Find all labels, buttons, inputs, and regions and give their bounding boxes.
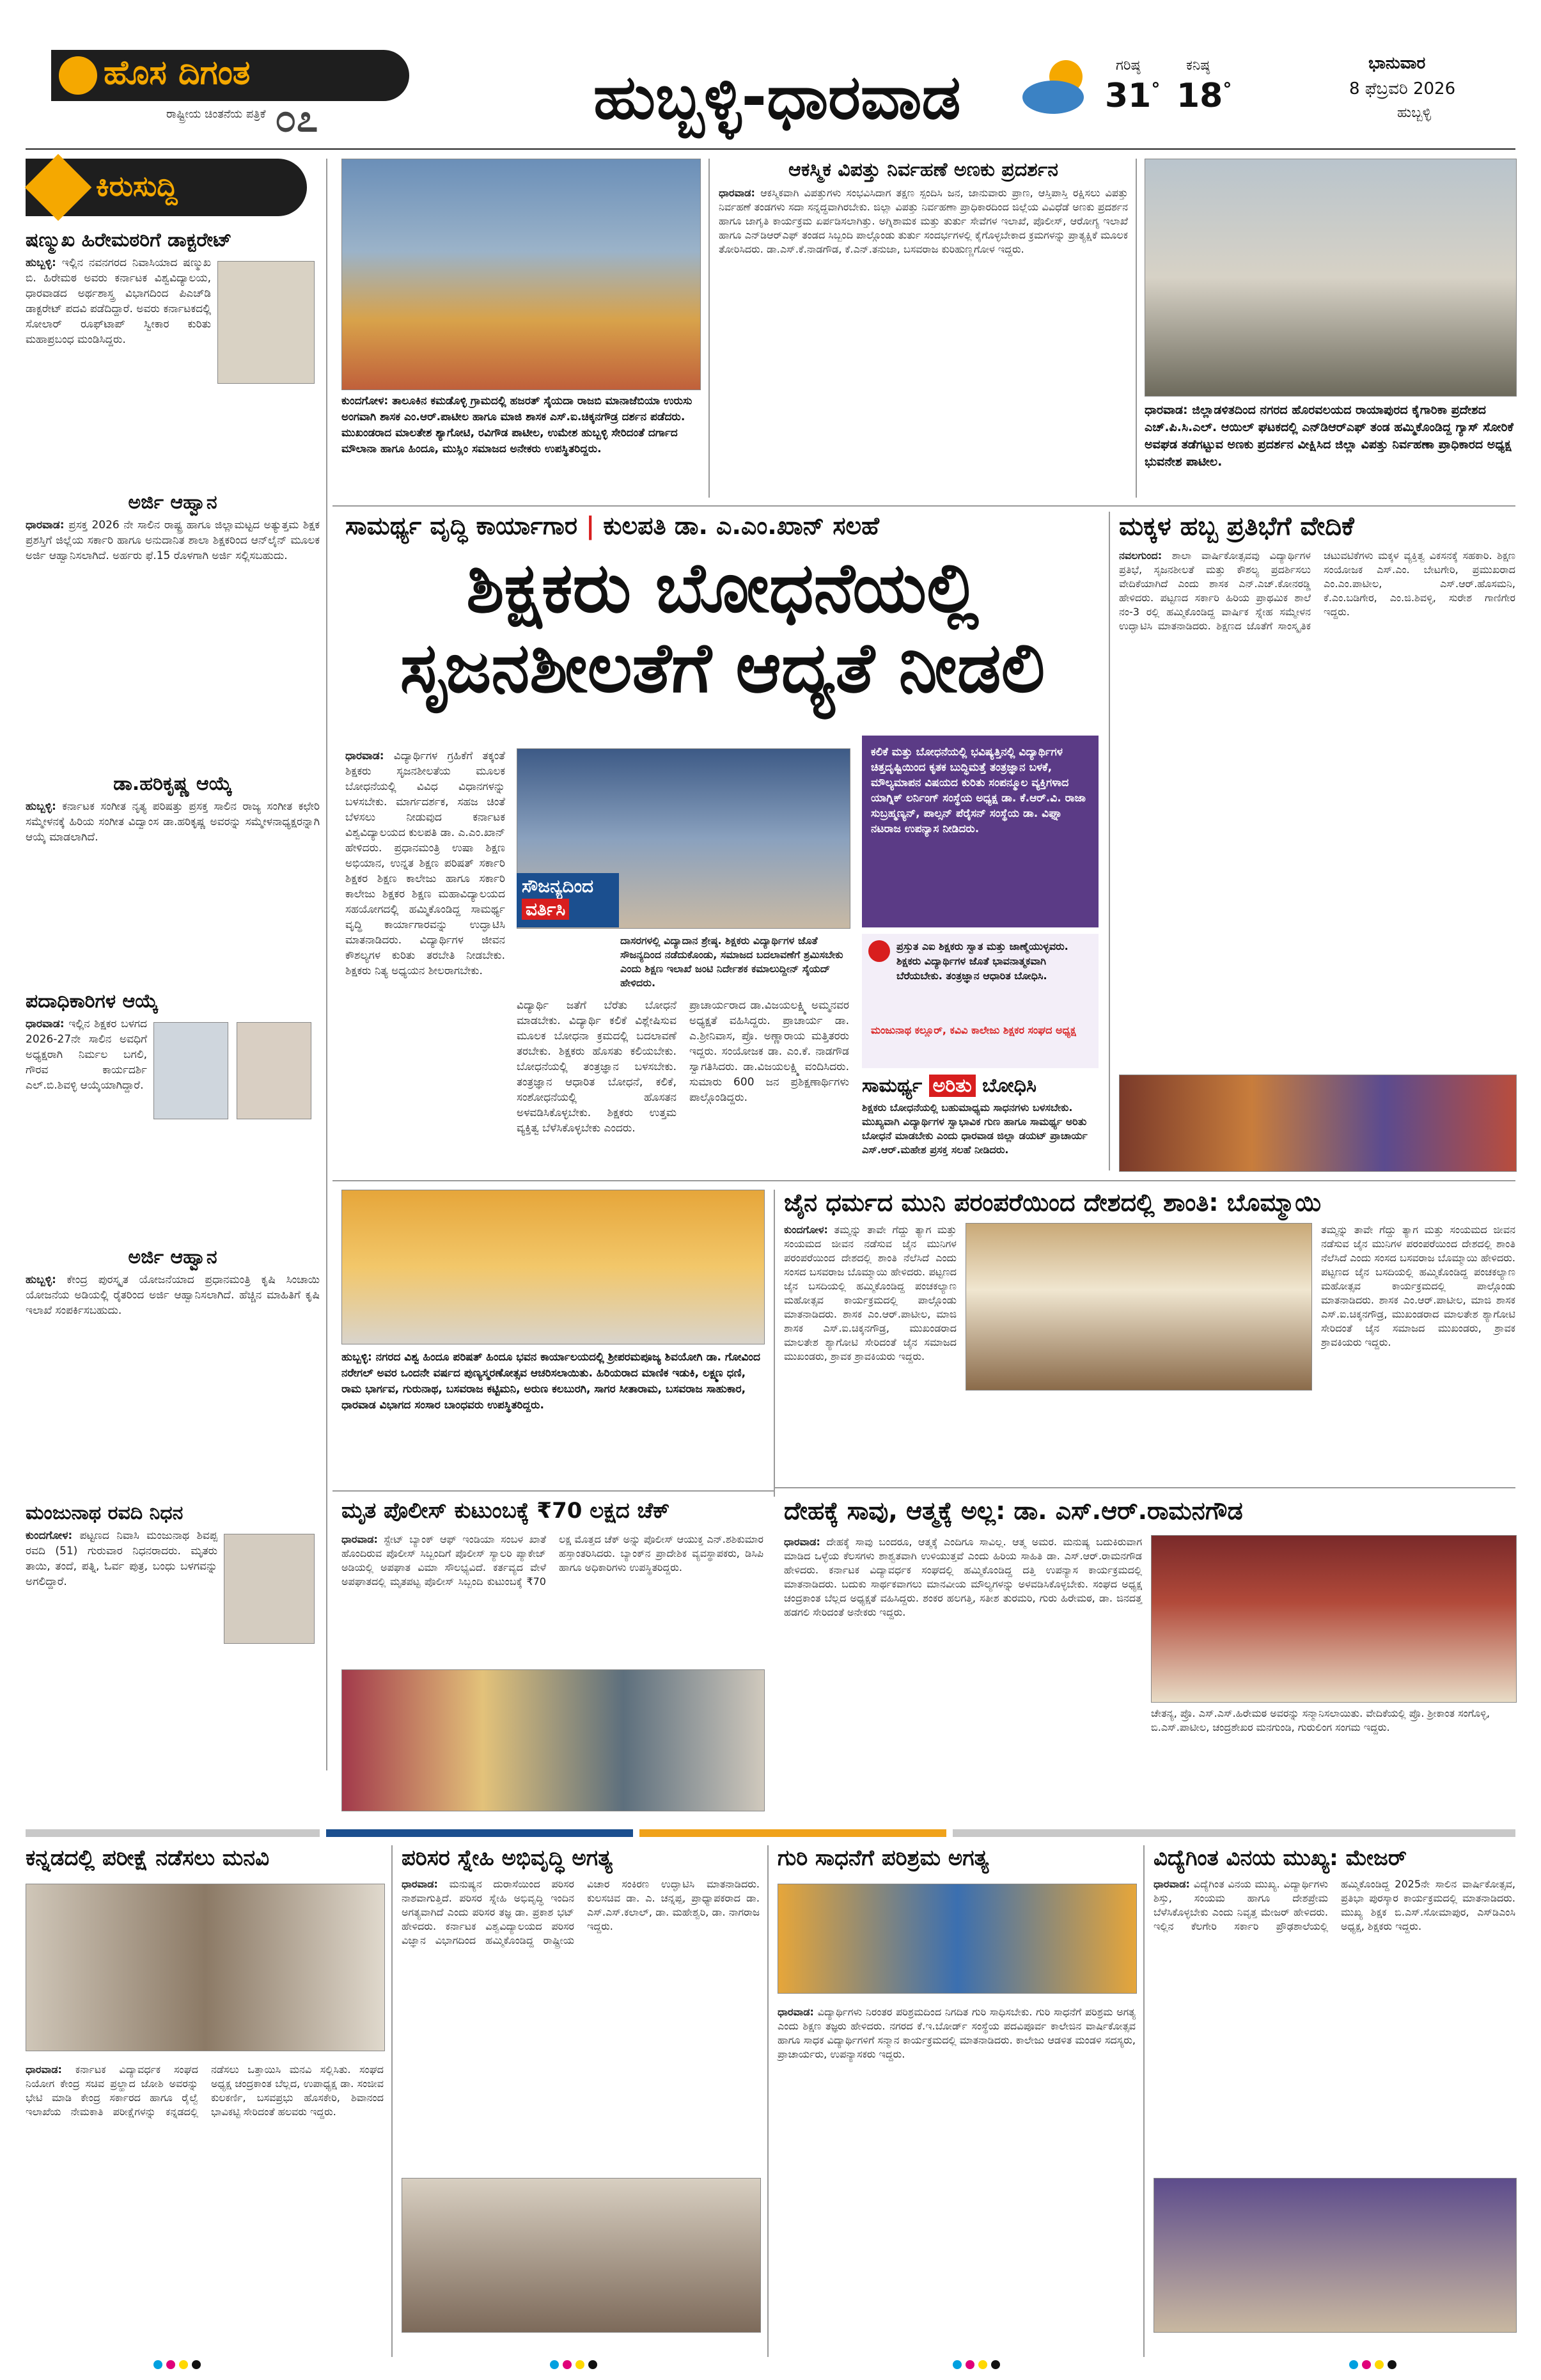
police-body: [341, 1533, 763, 1660]
bottom-body: [402, 1877, 760, 1948]
bottom-body: [778, 2005, 1136, 2061]
jain-headline: ಜೈನ ಧರ್ಮದ ಮುನಿ ಪರಂಪರೆಯಿಂದ ದೇಶದಲ್ಲಿ ಶಾಂತಿ: ಬೊಮ್ಮಾಯಿ: [784, 1188, 1322, 1217]
logo-tagline: ರಾಷ್ಟ್ರೀಯ ಚಿಂತನೆಯ ಪತ್ರಿಕೆ: [166, 107, 266, 121]
dateline: ಹುಬ್ಬಳ್ಳಿ:: [26, 256, 56, 269]
dateline: ಹುಬ್ಬಳ್ಳಿ:: [26, 1273, 56, 1286]
dateline: ಧಾರವಾಡ:: [1154, 1878, 1190, 1890]
min-label: ಕನಿಷ್ಠ: [1186, 58, 1210, 74]
item-text: [26, 517, 320, 563]
bottom-text: ಕರ್ನಾಟಕ ವಿದ್ಯಾವರ್ಧಕ ಸಂಘದ ನಿಯೋಗ ಕೇಂದ್ರ ಸಚಿವ ಪ್ರಲ್ಹಾದ ಜೋಶಿ ಅವರನ್ನು ಭೇಟಿ ಮಾಡಿ ಕೇಂದ್ರ ಸರ್ಕಾರದ ಹಾಗೂ ರೈಲ್ವೆ ಇಲಾಖೆಯ ನೇಮಕಾತಿ ಪರೀಕ್ಷೆಗಳನ್ನು ಕನ್ನಡದಲ್ಲಿ ನಡೆಸಲು ಒತ್ತಾಯಿಸಿ ಮನವಿ ಸಲ್ಲಿಸಿತು. ಸಂಘದ ಅಧ್ಯಕ್ಷ ಚಂದ್ರಕಾಂತ ಬೆಲ್ಲದ, ಉಪಾಧ್ಯಕ್ಷ ಡಾ. ಸಂಜೀವ ಕುಲಕರ್ಣಿ, ಬಸವಪ್ರಭು ಹೊಸಕೇರಿ, ಶಿವಾನಂದ ಭಾವಿಕಟ್ಟಿ ಸೇರಿದಂತೆ ಹಲವರು ಇದ್ದರು.: [26, 2063, 384, 2118]
bottom-photo: [26, 1884, 385, 2051]
masthead: [0, 0, 1541, 154]
dateline: ಧಾರವಾಡ:: [345, 750, 384, 762]
lead-sidebar-box: [862, 736, 1099, 927]
lead-headline-1: ಶಿಕ್ಷಕರು ಬೋಧನೆಯಲ್ಲಿ: [466, 548, 979, 628]
box-title-c: ಬೋಧಿಸಿ: [982, 1075, 1036, 1097]
vhp-photo: [341, 1190, 765, 1344]
page-number: ೦೭: [275, 96, 318, 141]
dateline: ಧಾರವಾಡ:: [402, 1878, 438, 1890]
item-text: [26, 255, 211, 347]
dateline: ಧಾರವಾಡ:: [719, 187, 755, 199]
weather-icon: [1013, 50, 1103, 120]
jain-body-2: ತಮ್ಮನ್ನು ತಾವೇ ಗೆದ್ದು ತ್ಯಾಗ ಮತ್ತು ಸಂಯಮದ ಜೀವನ ನಡೆಸುವ ಜೈನ ಮುನಿಗಳ ಪರಂಪರೆಯಿಂದ ದೇಶದಲ್ಲಿ ಶಾಂತಿ ನೆಲೆಸಿದೆ ಎಂದು ಸಂಸದ ಬಸವರಾಜ ಬೊಮ್ಮಾಯಿ ಹೇಳಿದರು. ಪಟ್ಟಣದ ಜೈನ ಬಸದಿಯಲ್ಲಿ ಹಮ್ಮಿಕೊಂಡಿದ್ದ ಪಂಚಕಲ್ಯಾಣ ಮಹೋತ್ಸವ ಕಾರ್ಯಕ್ರಮದಲ್ಲಿ ಪಾಲ್ಗೊಂಡು ಮಾತನಾಡಿದರು. ಶಾಸಕ ಎಂ.ಆರ್.ಪಾಟೀಲ, ಮಾಜಿ ಶಾಸಕ ಎಸ್.ಐ.ಚಿಕ್ಕನಗೌಡ್ರ, ಮುಖಂಡರಾದ ಮಾಲತೇಶ ಶ್ಯಾಗೋಟಿ ಸೇರಿದಂತೆ ಜೈನ ಸಮಾಜದ ಮುಖಂಡರು, ಶ್ರಾವಕ ಶ್ರಾವಕಿಯರು ಇದ್ದರು.: [1321, 1224, 1515, 1348]
item-title: ಅರ್ಜಿ ಆಹ್ವಾನ: [128, 1246, 217, 1268]
body-text: ದೇಹಕ್ಕೆ ಸಾವು ಬಂದರೂ, ಆತ್ಮಕ್ಕೆ ಎಂದಿಗೂ ಸಾವಿಲ್ಲ. ಆತ್ಮ ಅಮರ. ಮನುಷ್ಯ ಬದುಕಿರುವಾಗ ಮಾಡಿದ ಒಳ್ಳೆಯ ಕೆಲಸಗಳು ಶಾಶ್ವತವಾಗಿ ಉಳಿಯುತ್ತವೆ ಎಂದು ಹಿರಿಯ ಸಾಹಿತಿ ಡಾ. ಎಸ್.ಆರ್.ರಾಮನಗೌಡ ಹೇಳಿದರು. ಕರ್ನಾಟಕ ವಿದ್ಯಾವರ್ಧಕ ಸಂಘದಲ್ಲಿ ಹಮ್ಮಿಕೊಂಡಿದ್ದ ದತ್ತಿ ಉಪನ್ಯಾಸ ಕಾರ್ಯಕ್ರಮದಲ್ಲಿ ಮಾತನಾಡಿದರು. ಬದುಕು ಸಾರ್ಥಕವಾಗಲು ಮಾನವೀಯ ಮೌಲ್ಯಗಳನ್ನು ಅಳವಡಿಸಿಕೊಳ್ಳಬೇಕು. ಸಂಘದ ಅಧ್ಯಕ್ಷ ಚಂದ್ರಕಾಂತ ಬೆಲ್ಲದ ಅಧ್ಯಕ್ಷತೆ ವಹಿಸಿದ್ದರು. ಶಂಕರ ಹಲಗತ್ತಿ, ಸತೀಶ ತುರಮರಿ, ಗುರು ಹಿರೇಮಠ, ಡಾ. ಜಿನದತ್ತ ಹಡಗಲಿ ಸೇರಿದಂತೆ ಅನೇಕರು ಇದ್ದರು.: [784, 1536, 1142, 1618]
column-rule: [326, 159, 327, 1770]
bottom-photo: [402, 2178, 761, 2333]
photo-label-b: ದಿಂದ: [562, 876, 594, 897]
kirusuddi-item: [26, 1502, 320, 1589]
max-temp-value: 31: [1105, 77, 1152, 115]
bottom-photo: [778, 1884, 1137, 1994]
bottom-body: [1154, 1877, 1515, 1934]
lead-bottom-box: [862, 1075, 1099, 1157]
children-text: ಶಾಲಾ ವಾರ್ಷಿಕೋತ್ಸವವು ವಿದ್ಯಾರ್ಥಿಗಳ ಪ್ರತಿಭೆ, ಸೃಜನಶೀಲತೆ ಮತ್ತು ಕೌಶಲ್ಯ ಪ್ರದರ್ಶಿಸಲು ವೇದಿಕೆಯಾಗಿದೆ ಎಂದು ಶಾಸಕ ಎನ್.ಎಚ್.ಕೋನರಡ್ಡಿ ಹೇಳಿದರು. ಪಟ್ಟಣದ ಸರ್ಕಾರಿ ಹಿರಿಯ ಪ್ರಾಥಮಿಕ ಶಾಲೆ ನಂ-3 ರಲ್ಲಿ ಹಮ್ಮಿಕೊಂಡಿದ್ದ ವಾರ್ಷಿಕ ಸ್ನೇಹ ಸಮ್ಮೇಳನ ಉದ್ಘಾಟಿಸಿ ಮಾತನಾಡಿದರು. ಶಿಕ್ಷಣದ ಜೊತೆಗೆ ಸಾಂಸ್ಕೃತಿಕ ಚಟುವಟಿಕೆಗಳು ಮಕ್ಕಳ ವ್ಯಕ್ತಿತ್ವ ವಿಕಸನಕ್ಕೆ ಸಹಕಾರಿ. ಶಿಕ್ಷಣ ಸಂಯೋಜಕ ಎಸ್.ಎಂ. ಬೇಟಗೇರಿ, ಪ್ರಮುಖರಾದ ಎಂ.ಎಂ.ಪಾಟೀಲ, ಎಸ್.ಆರ್.ಹೊಸಮನಿ, ಕೆ.ಎಂ.ಬಡಿಗೇರ, ಎಂ.ಜಿ.ಶಿವಳ್ಳಿ, ಸುರೇಶ ಗಾಣಿಗೇರ ಇದ್ದರು.: [1119, 549, 1515, 632]
kicker-separator: |: [586, 512, 595, 540]
lead-headline-2: ಸೃಜನಶೀಲತೆಗೆ ಆದ್ಯತೆ ನೀಡಲಿ: [400, 628, 1045, 708]
dargah-caption: ಕುಂದಗೋಳ: ತಾಲೂಕಿನ ಕಮಡೊಳ್ಳಿ ಗ್ರಾಮದಲ್ಲಿ ಹಜರತ್ ಸೈಯದಾ ರಾಜಬಿ ಮಾನಾಜೆಬಿಯಾ ಉರುಸು ಅಂಗವಾಗಿ ಶಾಸಕ ಎಂ.ಆರ್.ಪಾಟೀಲ ಹಾಗೂ ಮಾಜಿ ಶಾಸಕ ಎಸ್.ಐ.ಚಿಕ್ಕನಗೌಡ್ರ ದರ್ಶನ ಪಡೆದರು. ಮುಖಂಡರಾದ ಮಾಲತೇಶ ಶ್ಯಾಗೋಟಿ, ರವಿಗೌಡ ಪಾಟೀಲ, ಉಮೇಶ ಹುಬ್ಬಳ್ಳಿ ಸೇರಿದಂತೆ ದರ್ಗಾದ ಮೌಲಾನಾ ಹಾಗೂ ಹಿಂದೂ, ಮುಸ್ಲಿಂ ಸಮಾಜದ ಅನೇಕರು ಉಪಸ್ಥಿತರಿದ್ದರು.: [341, 395, 692, 455]
bottom-headline: ಪರಿಸರ ಸ್ನೇಹಿ ಅಭಿವೃದ್ಧಿ ಅಗತ್ಯ: [402, 1845, 613, 1871]
bottom-story-4: [1154, 1845, 1515, 1934]
body-caption: ಚೇತನ್ಯ, ಪ್ರೊ. ಎಸ್.ಎಸ್.ಹಿರೇಮಠ ಅವರನ್ನು ಸನ್ಮಾನಿಸಲಾಯಿತು. ವೇದಿಕೆಯಲ್ಲಿ ಪ್ರೊ. ಶ್ರೀಕಾಂತ ಸಂಗೊಳ್ಳಿ, ಬಿ.ಎಸ್.ಪಾಟೀಲ, ಚಂದ್ರಶೇಖರ ಮನಗುಂಡಿ, ಗುರುಲಿಂಗ ಸಂಗಮ ಇದ್ದರು.: [1151, 1707, 1490, 1733]
column-rule: [391, 1845, 393, 2357]
jain-photo: [966, 1223, 1312, 1391]
lead-col-1: [345, 748, 505, 979]
dargah-photo: [341, 159, 701, 390]
dateline: ಧಾರವಾಡ:: [26, 2063, 62, 2076]
lead-photo-caption: ದಾಸರಗಳಲ್ಲಿ ವಿದ್ಯಾದಾನ ಶ್ರೇಷ್ಠ. ಶಿಕ್ಷಕರು ವಿದ್ಯಾರ್ಥಿಗಳ ಜೊತೆ ಸೌಜನ್ಯದಿಂದ ನಡೆದುಕೊಂಡು, ಸಮಾಜದ ಬದಲಾವಣೆಗೆ ಶ್ರಮಿಸಬೇಕು ಎಂದು ಶಿಕ್ಷಣ ಇಲಾಖೆ ಜಂಟಿ ನಿರ್ದೇಶಕ ಕಮಾಲುದ್ದೀನ್ ಸೈಯದ್ ಹೇಳಿದರು.: [620, 934, 843, 989]
bottom-text: ಮನುಷ್ಯನ ದುರಾಸೆಯಿಂದ ಪರಿಸರ ನಾಶವಾಗುತ್ತಿದೆ. ಪರಿಸರ ಸ್ನೇಹಿ ಅಭಿವೃದ್ಧಿ ಇಂದಿನ ಅಗತ್ಯವಾಗಿದೆ ಎಂದು ಪರಿಸರ ತಜ್ಞ ಡಾ. ಪ್ರಕಾಶ ಭಟ್ ಹೇಳಿದರು. ಕರ್ನಾಟಕ ವಿಶ್ವವಿದ್ಯಾಲಯದ ಪರಿಸರ ವಿಜ್ಞಾನ ವಿಭಾಗದಿಂದ ಹಮ್ಮಿಕೊಂಡಿದ್ದ ರಾಷ್ಟ್ರೀಯ ವಿಚಾರ ಸಂಕಿರಣ ಉದ್ಘಾಟಿಸಿ ಮಾತನಾಡಿದರು. ಕುಲಸಚಿವ ಡಾ. ಎ. ಚನ್ನಪ್ಪ, ಪ್ರಾಧ್ಯಾಪಕರಾದ ಡಾ. ಎಸ್.ಎಸ್.ಕಲಾಲ್, ಡಾ. ಮಹೇಶ್ವರಿ, ಡಾ. ನಾಗರಾಜ ಇದ್ದರು.: [402, 1878, 760, 1946]
children-story: [1119, 512, 1515, 1073]
item-body: ಕೇಂದ್ರ ಪುರಸ್ಕೃತ ಯೋಜನೆಯಾದ ಪ್ರಧಾನಮಂತ್ರಿ ಕೃಷಿ ಸಿಂಚಾಯಿ ಯೋಜನೆಯ ಅಡಿಯಲ್ಲಿ ರೈತರಿಂದ ಅರ್ಜಿ ಆಹ್ವಾನಿಸಲಾಗಿದೆ. ಹೆಚ್ಚಿನ ಮಾಹಿತಿಗೆ ಕೃಷಿ ಇಲಾಖೆ ಸಂಪರ್ಕಿಸಬಹುದು.: [26, 1273, 320, 1317]
degree-sign: °: [1223, 78, 1232, 100]
disaster-photo: [1145, 159, 1517, 397]
city-title: ಹುಬ್ಬಳ್ಳಿ-ಧಾರವಾಡ: [593, 61, 961, 133]
bottom-headline: ವಿದ್ಯೆಗಿಂತ ವಿನಯ ಮುಖ್ಯ: ಮೇಜರ್: [1154, 1845, 1407, 1871]
children-body: [1119, 549, 1515, 1073]
kicker-left: ಸಾಮರ್ಥ್ಯ ವೃದ್ಧಿ ಕಾರ್ಯಾಗಾರ: [345, 512, 577, 540]
jain-text: ತಮ್ಮನ್ನು ತಾವೇ ಗೆದ್ದು ತ್ಯಾಗ ಮತ್ತು ಸಂಯಮದ ಜೀವನ ನಡೆಸುವ ಜೈನ ಮುನಿಗಳ ಪರಂಪರೆಯಿಂದ ದೇಶದಲ್ಲಿ ಶಾಂತಿ ನೆಲೆಸಿದೆ ಎಂದು ಸಂಸದ ಬಸವರಾಜ ಬೊಮ್ಮಾಯಿ ಹೇಳಿದರು. ಪಟ್ಟಣದ ಜೈನ ಬಸದಿಯಲ್ಲಿ ಹಮ್ಮಿಕೊಂಡಿದ್ದ ಪಂಚಕಲ್ಯಾಣ ಮಹೋತ್ಸವ ಕಾರ್ಯಕ್ರಮದಲ್ಲಿ ಪಾಲ್ಗೊಂಡು ಮಾತನಾಡಿದರು. ಶಾಸಕ ಎಂ.ಆರ್.ಪಾಟೀಲ, ಮಾಜಿ ಶಾಸಕ ಎಸ್.ಐ.ಚಿಕ್ಕನಗೌಡ್ರ, ಮುಖಂಡರಾದ ಮಾಲತೇಶ ಶ್ಯಾಗೋಟಿ ಸೇರಿದಂತೆ ಜೈನ ಸಮಾಜದ ಮುಖಂಡರು, ಶ್ರಾವಕ ಶ್ರಾವಕಿಯರು ಇದ್ದರು.: [784, 1224, 957, 1362]
kirusuddi-item: [26, 229, 320, 347]
kirusuddi-item: [26, 990, 320, 1093]
lead-photo-label: [517, 873, 619, 927]
item-text: [26, 799, 320, 845]
item-title: ಪದಾಧಿಕಾರಿಗಳ ಆಯ್ಕೆ: [26, 990, 159, 1013]
day: ಭಾನುವಾರ: [1368, 54, 1426, 73]
bottom-story-3: [778, 1845, 1136, 2060]
lead-kicker: [345, 512, 1100, 540]
quote-icon: [868, 940, 890, 962]
photo-label-c: ವರ್ತಿಸಿ: [522, 899, 569, 920]
column-rule: [1143, 1845, 1145, 2357]
column-rule: [708, 159, 710, 498]
column-rule: [1136, 159, 1137, 498]
disaster-headline: ಆಕಸ್ಮಿಕ ವಿಪತ್ತು ನಿರ್ವಹಣೆ ಅಣಕು ಪ್ರದರ್ಶನ: [788, 159, 1058, 181]
body-body: [784, 1535, 1142, 1620]
dateline: ಧಾರವಾಡ:: [26, 1018, 65, 1030]
bottom-body: [26, 2063, 384, 2119]
bottom-story-2: [402, 1845, 760, 1948]
row-rule: [332, 1180, 1515, 1181]
item-body: ಪ್ರಸಕ್ತ 2026 ನೇ ಸಾಲಿನ ರಾಷ್ಟ್ರ ಹಾಗೂ ಜಿಲ್ಲಾಮಟ್ಟದ ಅತ್ಯುತ್ತಮ ಶಿಕ್ಷಕ ಪ್ರಶಸ್ತಿಗೆ ಜಿಲ್ಲೆಯ ಸರ್ಕಾರಿ ಹಾಗೂ ಅನುದಾನಿತ ಶಾಲಾ ಶಿಕ್ಷಕರಿಂದ ಆನ್‌ಲೈನ್ ಮೂಲಕ ಅರ್ಜಿ ಆಹ್ವಾನಿಸಲಾಗಿದೆ. ಅರ್ಹರು ಫೆ.15 ರೊಳಗಾಗಿ ಅರ್ಜಿ ಸಲ್ಲಿಸಬಹುದು.: [26, 519, 320, 562]
body-headline: ದೇಹಕ್ಕೆ ಸಾವು, ಆತ್ಮಕ್ಕೆ ಅಲ್ಲ: ಡಾ. ಎಸ್.ಆರ್.ರಾಮನಗೌಡ: [784, 1497, 1243, 1525]
kirusuddi-item: [26, 491, 320, 563]
dateline: ಧಾರವಾಡ:: [778, 2006, 814, 2018]
kirusuddi-title: ಕಿರುಸುದ್ದಿ: [96, 170, 178, 203]
bottom-story-1: [26, 1845, 384, 2118]
row-rule: [332, 505, 1515, 507]
photo-label-a: ಸೌಜನ್ಯ: [522, 876, 563, 897]
masthead-rule: [26, 148, 1515, 150]
degree-sign: °: [1151, 78, 1161, 100]
lead-text-1: ವಿದ್ಯಾರ್ಥಿಗಳ ಗ್ರಹಿಕೆಗೆ ತಕ್ಕಂತೆ ಶಿಕ್ಷಕರು ಸೃಜನಶೀಲತೆಯ ಮೂಲಕ ಬೋಧನೆಯಲ್ಲಿ ವಿವಿಧ ವಿಧಾನಗಳನ್ನು ಬಳಸಬೇಕು. ಮಾರ್ಗದರ್ಶಕ, ಸಹಜ ಚಿಂತೆ ಬೆಳಸಲು ನೀಡುವುದ ಕರ್ನಾಟಕ ವಿಶ್ವವಿದ್ಯಾಲಯದ ಕುಲಪತಿ ಡಾ. ಎ.ಎಂ.ಖಾನ್ ಹೇಳಿದರು. ಪ್ರಧಾನಮಂತ್ರಿ ಉಷಾ ಶಿಕ್ಷಣ ಅಭಿಯಾನ, ಉನ್ನತ ಶಿಕ್ಷಣ ಪರಿಷತ್ ಸರ್ಕಾರಿ ಶಿಕ್ಷಕರ ಶಿಕ್ಷಣ ಕಾಲೇಜು ಹಾಗೂ ಸರ್ಕಾರಿ ಕಾಲೇಜು ಶಿಕ್ಷಕರ ಶಿಕ್ಷಣ ಮಹಾವಿದ್ಯಾಲಯದ ಸಹಯೋಗದಲ್ಲಿ ಹಮ್ಮಿಕೊಂಡಿದ್ದ ಸಾಮರ್ಥ್ಯ ವೃದ್ಧಿ ಕಾರ್ಯಾಗಾರವನ್ನು ಉದ್ಘಾಟಿಸಿ ಮಾತನಾಡಿದರು. ವಿದ್ಯಾರ್ಥಿಗಳ ಜೀವನ ಕೌಶಲ್ಯಗಳ ಕುರಿತು ತರಬೇತಿ ನೀಡಬೇಕು. ಶಿಕ್ಷಕರು ನಿತ್ಯ ಅಧ್ಯಯನ ಶೀಲರಾಗಬೇಕು.: [345, 750, 505, 977]
dateline: ಹುಬ್ಬಳ್ಳಿ:: [26, 800, 56, 813]
kicker-right: ಕುಲಪತಿ ಡಾ. ಎ.ಎಂ.ಖಾನ್ ಸಲಹೆ: [603, 512, 880, 540]
kirusuddi-item: [26, 1246, 320, 1318]
max-temp: [1105, 77, 1160, 115]
dateline: ಧಾರವಾಡ:: [784, 1536, 820, 1548]
dateline: ನವಲಗುಂದ:: [1119, 549, 1162, 562]
column-rule: [774, 1190, 775, 1497]
disaster-body: [719, 186, 1128, 256]
dateline: ಕುಂದಗೋಳ:: [784, 1224, 828, 1236]
bottom-photo: [1154, 2178, 1517, 2333]
row-rule: [774, 1487, 1515, 1488]
item-body: ಕರ್ನಾಟಕ ಸಂಗೀತ ನೃತ್ಯ ಪರಿಷತ್ತು ಪ್ರಸಕ್ತ ಸಾಲಿನ ರಾಜ್ಯ ಸಂಗೀತ ಕಛೇರಿ ಸಮ್ಮೇಳನಕ್ಕೆ ಹಿರಿಯ ಸಂಗೀತ ವಿದ್ವಾಂಸ ಡಾ.ಹರಿಕೃಷ್ಣ ಅವರನ್ನು ಸಮ್ಮೇಳನಾಧ್ಯಕ್ಷರನ್ನಾಗಿ ಆಯ್ಕೆ ಮಾಡಲಾಗಿದೆ.: [26, 800, 320, 844]
date: 8 ಫೆಬ್ರವರಿ 2026: [1349, 79, 1456, 99]
column-rule: [767, 1845, 769, 2357]
min-temp: [1177, 77, 1232, 115]
person-photo: [237, 1022, 311, 1119]
min-temp-value: 18: [1177, 77, 1223, 115]
bottom-headline: ಕನ್ನಡದಲ್ಲಿ ಪರೀಕ್ಷೆ ನಡೆಸಲು ಮನವಿ: [26, 1845, 270, 1871]
dateline: ಕುಂದಗೋಳ:: [26, 1529, 73, 1542]
dateline: ಧಾರವಾಡ:: [26, 519, 65, 532]
item-title: ಅರ್ಜಿ ಆಹ್ವಾನ: [128, 491, 217, 514]
kirusuddi-column: [26, 159, 320, 1719]
bottom-text: ವಿದ್ಯಾರ್ಥಿಗಳು ನಿರಂತರ ಪರಿಶ್ರಮದಿಂದ ನಿಗದಿತ ಗುರಿ ಸಾಧಿಸಬೇಕು. ಗುರಿ ಸಾಧನೆಗೆ ಪರಿಶ್ರಮ ಅಗತ್ಯ ಎಂದು ಶಿಕ್ಷಣ ತಜ್ಞರು ಹೇಳಿದರು. ನಗರದ ಕೆ.ಇ.ಬೋರ್ಡ್ ಸಂಸ್ಥೆಯ ಪದವಿಪೂರ್ವ ಕಾಲೇಜಿನ ವಾರ್ಷಿಕೋತ್ಸವ ಹಾಗೂ ಸಾಧಕ ವಿದ್ಯಾರ್ಥಿಗಳಿಗೆ ಸನ್ಮಾನ ಕಾರ್ಯಕ್ರಮದಲ್ಲಿ ಮಾತನಾಡಿದರು. ಕಾಲೇಜು ಆಡಳಿತ ಮಂಡಳಿ ಸದಸ್ಯರು, ಪ್ರಾಚಾರ್ಯರು, ಉಪನ್ಯಾಸಕರು ಇದ್ದರು.: [778, 2006, 1136, 2060]
box-text: ಶಿಕ್ಷಕರು ಬೋಧನೆಯಲ್ಲಿ ಬಹುಮಾಧ್ಯಮ ಸಾಧನಗಳು ಬಳಸಬೇಕು. ಮುಖ್ಯವಾಗಿ ವಿದ್ಯಾರ್ಥಿಗಳ ಸ್ವಾಭಾವಿಕ ಗುಣ ಹಾಗೂ ಸಾಮರ್ಥ್ಯ ಅರಿತು ಬೋಧನೆ ಮಾಡಬೇಕು ಎಂದು ಧಾರವಾಡ ಜಿಲ್ಲಾ ಡಯಟ್ ಪ್ರಾಚಾರ್ಯ ಎಸ್.ಆರ್.ಮಹೇಶ ಪ್ರಸಕ್ತ ಸಲಹೆ ನೀಡಿದರು.: [862, 1101, 1088, 1156]
bottom-text: ವಿದ್ಯೆಗಿಂತ ವಿನಯ ಮುಖ್ಯ. ವಿದ್ಯಾರ್ಥಿಗಳು ಶಿಸ್ತು, ಸಂಯಮ ಹಾಗೂ ದೇಶಪ್ರೇಮ ಬೆಳೆಸಿಕೊಳ್ಳಬೇಕು ಎಂದು ನಿವೃತ್ತ ಮೇಜರ್ ಹೇಳಿದರು. ಇಲ್ಲಿನ ಕೆಲಗೇರಿ ಸರ್ಕಾರಿ ಪ್ರೌಢಶಾಲೆಯಲ್ಲಿ ಹಮ್ಮಿಕೊಂಡಿದ್ದ 2025ನೇ ಸಾಲಿನ ವಾರ್ಷಿಕೋತ್ಸವ, ಪ್ರತಿಭಾ ಪುರಸ್ಕಾರ ಕಾರ್ಯಕ್ರಮದಲ್ಲಿ ಮಾತನಾಡಿದರು. ಮುಖ್ಯ ಶಿಕ್ಷಕ ಬಿ.ಎಸ್.ಸೋಮಾಪುರ, ಎಸ್‌ಡಿಎಂಸಿ ಅಧ್ಯಕ್ಷ, ಶಿಕ್ಷಕರು ಇದ್ದರು.: [1154, 1878, 1515, 1932]
quote-text: ಪ್ರಸ್ತುತ ಎಐ ಶಿಕ್ಷಕರು ಸ್ವಾತ ಮತ್ತು ಜಾಣ್ಮೆಯುಳ್ಳವರು. ಶಿಕ್ಷಕರು ವಿದ್ಯಾರ್ಥಿಗಳ ಜೊತೆ ಭಾವನಾತ್ಮಕವಾಗಿ ಬೆರೆಯಬೇಕು. ತಂತ್ರಜ್ಞಾನ ಆಧಾರಿತ ಬೋಧಿಸಿ.: [896, 940, 1068, 982]
person-photo: [217, 261, 315, 384]
children-photo: [1119, 1075, 1517, 1172]
column-rule: [1109, 512, 1110, 1170]
person-photo: [224, 1534, 315, 1644]
disaster-story: [719, 159, 1128, 256]
logo-badge-icon: [59, 56, 97, 95]
lead-col-3: ಪ್ರಾಚಾರ್ಯರಾದ ಡಾ.ವಿಜಯಲಕ್ಷ್ಮಿ ಅಮ್ಮನವರ ಅಧ್ಯಕ್ಷತೆ ವಹಿಸಿದ್ದರು. ಪ್ರಾಚಾರ್ಯ ಡಾ. ಎ.ಶ್ರೀನಿವಾಸ, ಪ್ರೊ. ಅಣ್ಣಾರಾಯ ಮತ್ತಿತರರು ಇದ್ದರು. ಸಂಯೋಜಕ ಡಾ. ಎಂ.ಕೆ. ನಾಡಗೌಡ ಸ್ವಾಗತಿಸಿದರು. ಡಾ.ವಿಜಯಲಕ್ಷ್ಮಿ ವಂದಿಸಿದರು. ಸುಮಾರು 600 ಜನ ಪ್ರಶಿಕ್ಷಣಾರ್ಥಿಗಳು ಪಾಲ್ಗೊಂಡಿದ್ದರು.: [689, 999, 849, 1104]
lead-col-2: ವಿದ್ಯಾರ್ಥಿ ಜತೆಗೆ ಬೆರೆತು ಬೋಧನೆ ಮಾಡಬೇಕು. ವಿದ್ಯಾರ್ಥಿ ಕಲಿಕೆ ವಿಶ್ಲೇಷಿಸುವ ಮೂಲಕ ಬೋಧನಾ ಕ್ರಮದಲ್ಲಿ ಬದಲಾವಣೆ ತರಬೇಕು. ಶಿಕ್ಷಕರು ಹೊಸತು ಕಲಿಯಬೇಕು. ಬೋಧನೆಯಲ್ಲಿ ತಂತ್ರಜ್ಞಾನ ಬಳಸಬೇಕು. ತಂತ್ರಜ್ಞಾನ ಆಧಾರಿತ ಬೋಧನೆ, ಕಲಿಕೆ, ಸಂಶೋಧನೆಯಲ್ಲಿ ಹೊಸತನ ಅಳವಡಿಸಿಕೊಳ್ಳಬೇಕು. ಶಿಕ್ಷಕರು ಉತ್ತಮ ವ್ಯಕ್ತಿತ್ವ ಬೆಳೆಸಿಕೊಳ್ಳಬೇಕು ಎಂದರು.: [517, 999, 677, 1135]
registration-marks: [0, 2360, 1541, 2373]
police-photo: [341, 1669, 765, 1811]
item-text: [26, 1272, 320, 1318]
vhp-caption: ಹುಬ್ಬಳ್ಳಿ: ನಗರದ ವಿಶ್ವ ಹಿಂದೂ ಪರಿಷತ್ ಹಿಂದೂ ಭವನ ಕಾರ್ಯಾಲಯದಲ್ಲಿ ಶ್ರೀಪರಮಪೂಜ್ಯ ಶಿವಯೋಗಿ ಡಾ. ಗೋವಿಂದ ನರೇಗಲ್ ಅವರ ಒಂದನೇ ವರ್ಷದ ಪುಣ್ಯಸ್ಮರಣೋತ್ಸವ ಆಚರಿಸಲಾಯಿತು. ಹಿರಿಯರಾದ ಮಾಣಿಕ ಇಡುಕಿ, ಲಕ್ಷ್ಮಣ ಧಣಿ, ರಾಮ ಭಾರ್ಗವ, ಗುರುನಾಥ, ಬಸವರಾಜ ಕಟ್ಟಿಮನಿ, ಅರುಣ ಕಲಬುರಗಿ, ಸಾಗರ ಸೀತಾರಾಮ, ಬಸವರಾಜ ಸಾಹುಕಾರ, ಧಾರವಾಡ ವಿಭಾಗದ ಸಂಸಾರ ಬಾಂಧವರು ಉಪಸ್ಥಿತರಿದ್ದರು.: [341, 1351, 760, 1412]
disaster-text: ಆಕಸ್ಮಿಕವಾಗಿ ವಿಪತ್ತುಗಳು ಸಂಭವಿಸಿದಾಗ ತಕ್ಷಣ ಸ್ಪಂದಿಸಿ ಜನ, ಜಾನುವಾರು ಪ್ರಾಣ, ಆಸ್ತಿಪಾಸ್ತಿ ರಕ್ಷಿಸಲು ವಿಪತ್ತು ನಿರ್ವಹಣೆ ತಂಡಗಳು ಸದಾ ಸನ್ನದ್ಧವಾಗಿರಬೇಕು. ಜಿಲ್ಲಾ ವಿಪತ್ತು ನಿರ್ವಹಣಾ ಪ್ರಾಧಿಕಾರದಿಂದ ಜಿಲ್ಲೆಯ ವಿವಿಧೆಡೆ ಅಣಕು ಪ್ರದರ್ಶನ ಹಾಗೂ ಜಾಗೃತಿ ಕಾರ್ಯಕ್ರಮ ಏರ್ಪಡಿಸಲಾಗಿತ್ತು. ಅಗ್ನಿಶಾಮಕ ಮತ್ತು ತುರ್ತು ಸೇವೆಗಳ ಇಲಾಖೆ, ಪೊಲೀಸ್, ಆರೋಗ್ಯ ಇಲಾಖೆ ಹಾಗೂ ಎನ್‌ಡಿಆರ್‌ಎಫ್ ತಂಡದ ಸಿಬ್ಬಂದಿ ಪಾಲ್ಗೊಂಡು ತುರ್ತು ಸಂದರ್ಭಗಳಲ್ಲಿ ಕೈಗೊಳ್ಳಬೇಕಾದ ಕ್ರಮಗಳನ್ನು ಪ್ರಾತ್ಯಕ್ಷಿಕೆ ಮೂಲಕ ತೋರಿಸಿದರು. ಡಾ.ಎಸ್.ಕೆ.ನಾಡಗೌಡ, ಕೆ.ಎನ್.ತನುಜಾ, ಬಸವರಾಜ ಕುರಿಹುಣ್ಣಗೋಳ ಇದ್ದರು.: [719, 187, 1128, 255]
kirusuddi-item: [26, 773, 320, 845]
dateline: ಧಾರವಾಡ:: [341, 1533, 378, 1545]
police-text: ಸ್ಟೇಟ್ ಬ್ಯಾಂಕ್ ಆಫ್ ಇಂಡಿಯಾ ಸಂಬಳ ಖಾತೆ ಹೊಂದಿರುವ ಪೊಲೀಸ್ ಸಿಬ್ಬಂದಿಗೆ ಪೊಲೀಸ್ ಸ್ಯಾಲರಿ ಪ್ಯಾಕೇಜ್ ಅಡಿಯಲ್ಲಿ ಅಪಘಾತ ವಿಮಾ ಸೌಲಭ್ಯವಿದೆ. ಕರ್ತವ್ಯದ ವೇಳೆ ಅಪಘಾತದಲ್ಲಿ ಮೃತಪಟ್ಟ ಪೊಲೀಸ್ ಸಿಬ್ಬಂದಿ ಕುಟುಂಬಕ್ಕೆ ₹70 ಲಕ್ಷ ಮೊತ್ತದ ಚೆಕ್ ಅನ್ನು ಪೊಲೀಸ್ ಆಯುಕ್ತ ಎನ್.ಶಶಿಕುಮಾರ ಹಸ್ತಾಂತರಿಸಿದರು. ಬ್ಯಾಂಕ್‌ನ ಪ್ರಾದೇಶಿಕ ವ್ಯವಸ್ಥಾಪಕರು, ಡಿಸಿಪಿ ಹಾಗೂ ಅಧಿಕಾರಿಗಳು ಉಪಸ್ಥಿತರಿದ್ದರು.: [341, 1533, 763, 1588]
children-headline: ಮಕ್ಕಳ ಹಬ್ಬ ಪ್ರತಿಭೆಗೆ ವೇದಿಕೆ: [1119, 512, 1354, 541]
quote-author: ಮಂಜುನಾಥ ಕಲ್ಲೂರ್, ಕವಿವಿ ಕಾಲೇಜು ಶಿಕ್ಷಕರ ಸಂಘದ ಅಧ್ಯಕ್ಷ: [871, 1024, 1076, 1036]
item-body: ಪಟ್ಟಣದ ನಿವಾಸಿ ಮಂಜುನಾಥ ಶಿವಪ್ಪ ರವದಿ (51) ಗುರುವಾರ ನಿಧನರಾದರು. ಮೃತರು ತಾಯಿ, ತಂದೆ, ಪತ್ನಿ, ಓರ್ವ ಪುತ್ರ, ಬಂಧು ಬಳಗವನ್ನು ಅಗಲಿದ್ದಾರೆ.: [26, 1529, 217, 1588]
person-photo: [153, 1022, 228, 1119]
row-rule: [332, 1490, 774, 1492]
box-title-a: ಸಾಮರ್ಥ್ಯ: [862, 1075, 923, 1097]
max-label: ಗರಿಷ್ಠ: [1116, 58, 1141, 74]
disaster-photo-caption: ಧಾರವಾಡ: ಜಿಲ್ಲಾಡಳಿತದಿಂದ ನಗರದ ಹೊರವಲಯದ ರಾಯಾಪುರದ ಕೈಗಾರಿಕಾ ಪ್ರದೇಶದ ಎಚ್.ಪಿ.ಸಿ.ಎಲ್. ಆಯಿಲ್ ಘಟಕದಲ್ಲಿ ಎನ್‌ಡಿಆರ್‌ಎಫ್ ತಂಡ ಹಮ್ಮಿಕೊಂಡಿದ್ದ ಗ್ಯಾಸ್ ಸೋರಿಕೆ ಅವಘಡ ತಡೆಗಟ್ಟುವ ಅಣಕು ಪ್ರದರ್ಶನ ವೀಕ್ಷಿಸಿದ ಜಿಲ್ಲಾ ವಿಪತ್ತು ನಿರ್ವಹಣಾ ಪ್ರಾಧಿಕಾರದ ಅಧ್ಯಕ್ಷ ಭುವನೇಶ ಪಾಟೀಲ.: [1145, 403, 1514, 469]
item-body: ಇಲ್ಲಿನ ಶಿಕ್ಷಕರ ಬಳಗದ 2026-27ನೇ ಸಾಲಿನ ಅವಧಿಗೆ ಅಧ್ಯಕ್ಷರಾಗಿ ನಿರ್ಮಲ ಬಗಲಿ, ಗೌರವ ಕಾರ್ಯದರ್ಶಿ ಎಲ್.ಬಿ.ಶಿವಳ್ಳಿ ಆಯ್ಕೆಯಾಗಿದ್ದಾರೆ.: [26, 1018, 147, 1092]
item-title: ಷಣ್ಮುಖ ಹಿರೇಮಠರಿಗೆ ಡಾಕ್ಟರೇಟ್: [26, 229, 232, 251]
logo-text: ಹೊಸ ದಿಗಂತ: [104, 54, 251, 92]
item-text: [26, 1528, 217, 1589]
edition: ಹುಬ್ಬಳ್ಳಿ: [1397, 105, 1432, 121]
sidebar-box-text: ಕಲಿಕೆ ಮತ್ತು ಬೋಧನೆಯಲ್ಲಿ ಭವಿಷ್ಯತ್ತಿನಲ್ಲಿ ವಿದ್ಯಾರ್ಥಿಗಳ ಚಿತ್ತದೃಷ್ಟಿಯಿಂದ ಕೃತಕ ಬುದ್ಧಿಮತ್ತೆ ತಂತ್ರಜ್ಞಾನ ಬಳಕೆ, ಮೌಲ್ಯಮಾಪನ ವಿಷಯದ ಕುರಿತು ಸಂಪನ್ಮೂಲ ವ್ಯಕ್ತಿಗಳಾದ ಯಾಗ್ನಿಕ್ ಲರ್ನಿಂಗ್ ಸಂಸ್ಥೆಯ ಅಧ್ಯಕ್ಷ ಡಾ. ಕೆ.ಆರ್.ವಿ. ರಾಜಾ ಸುಬ್ರಹ್ಮಣ್ಯನ್, ಪಾಲ್ಸನ್ ಪೆರೈಸನ್ ಸಂಸ್ಥೆಯ ಡಾ. ವಿಘ್ನಾ ನಟರಾಜ ಉಪನ್ಯಾಸ ನೀಡಿದರು.: [871, 746, 1086, 835]
police-headline: ಮೃತ ಪೊಲೀಸ್ ಕುಟುಂಬಕ್ಕೆ ₹70 ಲಕ್ಷದ ಚೆಕ್: [341, 1498, 670, 1524]
lead-quote-box: [862, 934, 1099, 1068]
section-bar: [26, 1829, 1515, 1837]
box-title-b: ಅರಿತು: [929, 1075, 976, 1097]
item-text: [26, 1016, 147, 1093]
jain-body: [784, 1223, 957, 1364]
item-body: ಇಲ್ಲಿನ ನವನಗರದ ನಿವಾಸಿಯಾದ ಷಣ್ಮುಖ ಬಿ. ಹಿರೇಮಠ ಅವರು ಕರ್ನಾಟಕ ವಿಶ್ವವಿದ್ಯಾಲಯ, ಧಾರವಾಡದ ಅರ್ಥಶಾಸ್ತ್ರ ವಿಭಾಗದಿಂದ ಪಿಎಚ್‌ಡಿ ಡಾಕ್ಟರೇಟ್ ಪದವಿ ಪಡೆದಿದ್ದಾರೆ. ಅವರು ಕರ್ನಾಟಕದಲ್ಲಿ ಸೋಲಾರ್ ರೂಫ್‌ಟಾಪ್ ಸ್ವೀಕಾರ ಕುರಿತು ಮಹಾಪ್ರಬಂಧ ಮಂಡಿಸಿದ್ದರು.: [26, 256, 211, 346]
body-photo: [1151, 1535, 1517, 1703]
item-title: ಮಂಜುನಾಥ ರವದಿ ನಿಧನ: [26, 1502, 184, 1524]
item-title: ಡಾ.ಹರಿಕೃಷ್ಣ ಆಯ್ಕೆ: [113, 773, 232, 795]
bottom-headline: ಗುರಿ ಸಾಧನೆಗೆ ಪರಿಶ್ರಮ ಅಗತ್ಯ: [778, 1845, 989, 1871]
